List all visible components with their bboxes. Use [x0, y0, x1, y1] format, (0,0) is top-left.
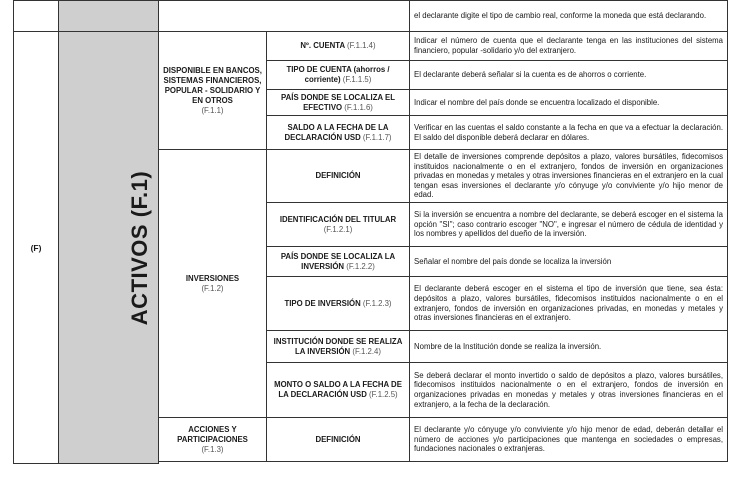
field-ref: (F.1.2.5): [369, 390, 398, 399]
field-name: PAÍS DONDE SE LOCALIZA LA INVERSIÓN: [280, 251, 396, 271]
row-description: el declarante digite el tipo de cambio real, conforme la moneda que está declarando.: [410, 1, 728, 32]
field-name-cell: [267, 150, 410, 203]
field-description: Nombre de la Institución donde se realiza la inversión.: [410, 331, 728, 363]
field-name-cell: [267, 203, 410, 247]
field-description: Señalar el nombre del país donde se localiza la inversión: [410, 247, 728, 277]
field-ref: (F.1.2.3): [362, 298, 392, 308]
table-row: [14, 1, 728, 32]
field-name: Nº. CUENTA: [300, 41, 345, 50]
field-name: DEFINICIÓN: [315, 171, 361, 180]
field-name-cell: [267, 363, 410, 418]
group-ref: (F.1.1): [201, 105, 224, 115]
assets-instructions-table: [13, 0, 728, 464]
field-ref: (F.1.1.4): [347, 41, 376, 50]
field-ref: (F.1.1.7): [362, 132, 392, 142]
field-name-cell: [267, 247, 410, 277]
group-label: DISPONIBLE EN BANCOS, SISTEMAS FINANCIEROS, POPULAR - SOLIDARIO Y EN OTROS: [163, 65, 262, 105]
field-name-cell: [267, 116, 410, 150]
field-name-cell: [267, 90, 410, 116]
group-ref: (F.1.3): [201, 444, 224, 454]
field-ref: (F.1.2.4): [352, 346, 381, 356]
blank-cell: [14, 1, 59, 32]
field-name: TIPO DE CUENTA (ahorros / corriente): [286, 65, 390, 84]
field-name: IDENTIFICACIÓN DEL TITULAR: [279, 214, 397, 224]
field-description: El declarante y/o cónyuge y/o conviviente y/o hijo menor de edad, deberán detallar el número de acciones y/o participaciones que mantenga en sociedades o empresas, fundaciones nacionales o extranjeras.: [410, 418, 728, 462]
section-title: ACTIVOS (F.1): [127, 170, 153, 325]
field-description: El detalle de inversiones comprende depósitos a plazo, valores bursátiles, fidecomisos instituidos nacionalmente o en el extranjero, fondos de inversión en organizaciones privadas en monedas y metales y otras inversiones financieras en el extranjero en la cual tengan esas inversiones el declarante y/o cónyuge y/o conviviente y/o hijo menor de edad.: [410, 150, 728, 203]
field-description: Indicar el número de cuenta que el declarante tenga en las instituciones del sistema financiero, popular -solidario y/o del extranjero.: [410, 32, 728, 61]
blank-cell: [159, 1, 410, 32]
field-ref: (F.1.1.5): [342, 75, 372, 84]
field-ref: (F.1.2.1): [323, 224, 353, 234]
field-name-cell: [267, 61, 410, 90]
field-name-cell: [267, 331, 410, 363]
field-name: MONTO O SALDO A LA FECHA DE LA DECLARACIÓN USD: [274, 380, 402, 399]
field-description: Se deberá declarar el monto invertido o saldo de depósitos a plazo, valores bursátiles, fidecomisos instituidos nacionalmente o en el extranjero, fondos de inversión en organizaciones privadas en monedas y metales y otras inversiones financieras en el extranjero, a la fecha de la declaración.: [410, 363, 728, 418]
field-name-cell: [267, 418, 410, 462]
field-description: Indicar el nombre del país donde se encuentra localizado el disponible.: [410, 90, 728, 116]
group-label-cell: [159, 150, 267, 418]
field-description: Si la inversión se encuentra a nombre del declarante, se deberá escoger en el sistema la opción "SI"; caso contrario escoger "NO", e ingresar el número de cédula de identidad y los nombres y apellidos del dueño de la inversión.: [410, 203, 728, 247]
field-name: PAÍS DONDE SE LOCALIZA EL EFECTIVO: [281, 92, 395, 112]
table-row: [14, 32, 728, 61]
field-name: INSTITUCIÓN DONDE SE REALIZA LA INVERSIÓN: [273, 336, 403, 356]
field-name: SALDO A LA FECHA DE LA DECLARACIÓN USD: [284, 122, 389, 142]
shaded-cell: [59, 1, 159, 32]
field-name-cell: [267, 277, 410, 331]
group-label-cell: [159, 32, 267, 150]
field-name-cell: [267, 32, 410, 61]
section-code: (F): [14, 32, 59, 464]
field-name: TIPO DE INVERSIÓN: [284, 298, 361, 308]
field-description: El declarante deberá señalar si la cuenta es de ahorros o corriente.: [410, 61, 728, 90]
field-name: DEFINICIÓN: [315, 434, 361, 444]
field-ref: (F.1.2.2): [346, 261, 375, 271]
field-description: Verificar en las cuentas el saldo constante a la fecha en que va a efectuar la declaración. El saldo del disponible deberá declarar en dólares.: [410, 116, 728, 150]
group-label: ACCIONES Y PARTICIPACIONES: [177, 424, 248, 444]
field-ref: (F.1.1.6): [344, 102, 373, 112]
group-ref: (F.1.2): [201, 283, 224, 293]
section-title-cell: [59, 32, 159, 464]
group-label-cell: [159, 418, 267, 462]
field-description: El declarante deberá escoger en el sistema el tipo de inversión que tiene, sea ésta: depósitos a plazo, valores bursátiles, fidecomisos instituidos nacionalmente o en el extranjero, fondos de inversión en organizaciones privadas, en monedas y metales y otras inversiones financieras en el extranjero.: [410, 277, 728, 331]
group-label: INVERSIONES: [185, 273, 240, 283]
